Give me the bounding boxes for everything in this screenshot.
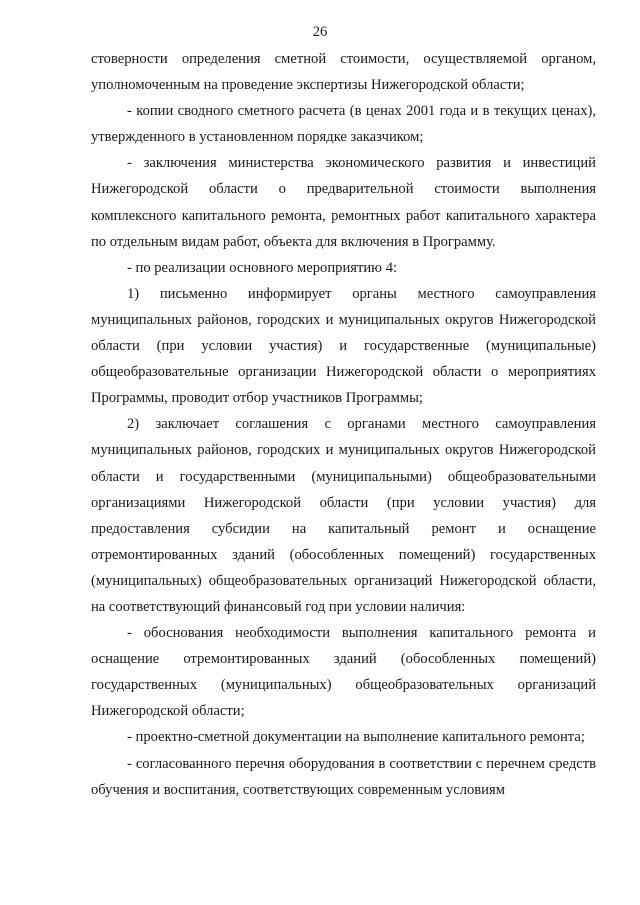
paragraph: 1) письменно информирует органы местного самоуправления муниципальных районов, городских и муниципальных округов Нижегородской области (при условии участия) и государственные (муниципальные) общеобразовательные организации Нижегородской области о мероприятиях Программы, проводит отбор участников Программы;	[91, 285, 596, 407]
paragraph: стоверности определения сметной стоимости, осуществляемой органом, уполномоченным на проведение экспертизы Нижегородской области;	[91, 51, 596, 94]
paragraph: - обоснования необходимости выполнения капитального ремонта и оснащение отремонтированных зданий (обособленных помещений) государственных (муниципальных) общеобразовательных организаций Нижегородской области;	[91, 625, 596, 720]
paragraph: - проектно-сметной документации на выполнение капитального ремонта;	[127, 729, 585, 746]
paragraph: - по реализации основного мероприятию 4:	[127, 259, 398, 276]
paragraph: - согласованного перечня оборудования в соответствии с перечнем средств обучения и воспитания, соответствующих современным условиям	[91, 755, 596, 798]
paragraph: - заключения министерства экономического развития и инвестиций Нижегородской области о предварительной стоимости выполнения комплексного капитального ремонта, ремонтных работ капитального характера по отдельным видам работ, объекта для включения в Программу.	[91, 155, 596, 250]
document-body	[91, 46, 596, 803]
paragraph: - копии сводного сметного расчета (в ценах 2001 года и в текущих ценах), утвержденного в установленном порядке заказчиком;	[91, 103, 596, 146]
paragraph: 2) заключает соглашения с органами местного самоуправления муниципальных районов, городских и муниципальных округов Нижегородской области и государственными (муниципальными) общеобразовательными организациями Нижегородской области (при условии участия) для предоставления субсидии на капитальный ремонт и оснащение отремонтированных зданий (обособленных помещений) государственных (муниципальных) общеобразовательных организаций Нижегородской области, на соответствующий финансовый год при условии наличия:	[91, 416, 596, 615]
page-number: 26	[312, 24, 328, 40]
